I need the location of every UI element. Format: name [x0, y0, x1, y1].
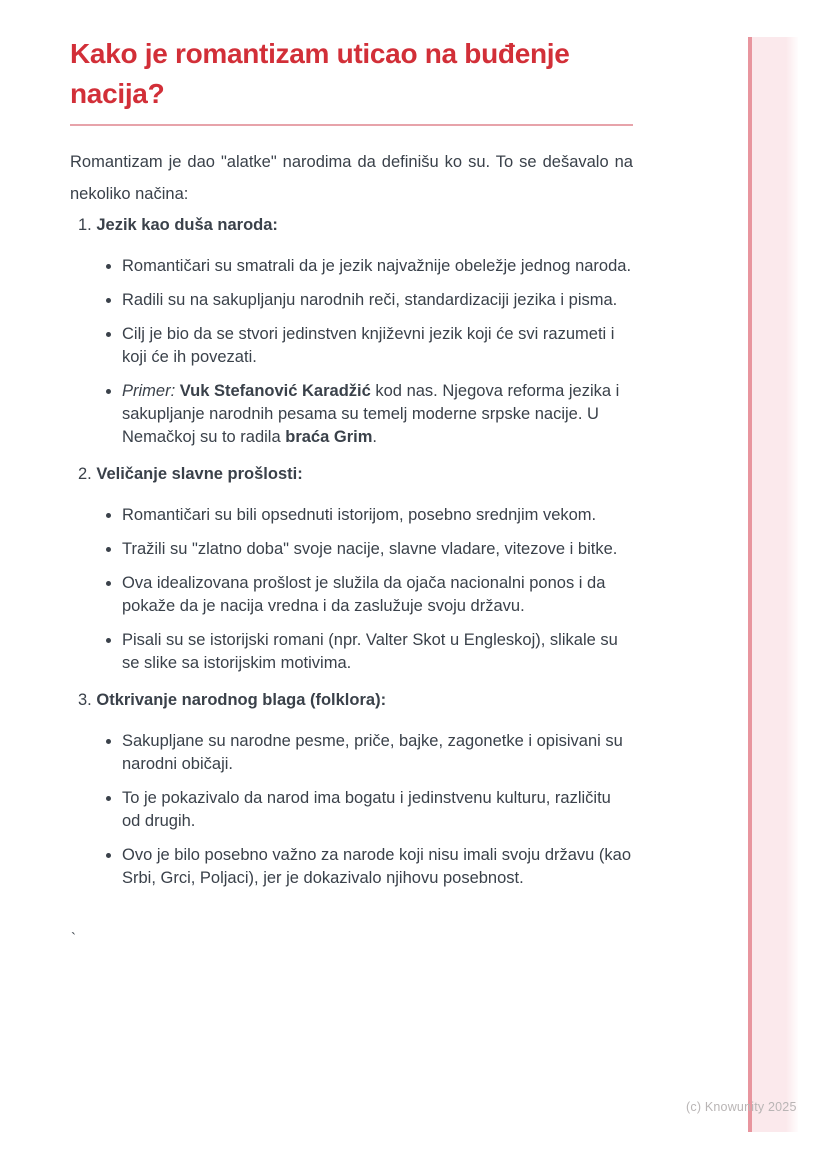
bullet-segment: Primer: [122, 382, 180, 400]
section-item [78, 214, 633, 449]
page-title: Kako je romantizam uticao na buđenje nacija? [70, 38, 570, 109]
document-body [70, 34, 633, 904]
list-item: • To je pokazivalo da narod ima bogatu i jedinstvenu kulturu, različitu od drugih. [122, 787, 633, 833]
bullet-segment: Vuk Stefanović Karadžić [179, 382, 371, 400]
section-heading-row [78, 214, 633, 237]
side-stripe [748, 37, 798, 1132]
section-heading: Otkrivanje narodnog blaga (folklora): [96, 691, 387, 709]
section-item [78, 463, 633, 675]
bullet-list [78, 504, 633, 675]
stray-backtick: ` [71, 930, 76, 947]
list-item: • Cilj je bio da se stvori jedinstven književni jezik koji će svi razumeti i koji će ih povezati. [122, 323, 633, 369]
list-item: • Pisali su se istorijski romani (npr. Valter Skot u Engleskoj), slikale su se slike sa istorijskim motivima. [122, 629, 633, 675]
list-item: • Radili su na sakupljanju narodnih reči, standardizaciji jezika i pisma. [122, 289, 633, 312]
bullet-segment: kod nas. Njegova reforma jezika i sakupljanje narodnih pesama su temelj moderne srpske nacije. U Nemačkoj su to radila [122, 382, 620, 446]
footer-credit: (c) Knowunity 2025 [686, 1100, 797, 1114]
title-rule [70, 124, 633, 126]
section-heading-row [78, 689, 633, 712]
bullet-list [78, 255, 633, 449]
list-item: • Ova idealizovana prošlost je služila da ojača nacionalni ponos i da pokaže da je nacija vredna i da zaslužuje svoju državu. [122, 572, 633, 618]
list-item: • Tražili su "zlatno doba" svoje nacije, slavne vladare, vitezove i bitke. [122, 538, 633, 561]
list-item: • Ovo je bilo posebno važno za narode koji nisu imali svoju državu (kao Srbi, Grci, Poljaci), jer je dokazivalo njihovu posebnost. [122, 844, 633, 890]
section-heading: Veličanje slavne prošlosti: [96, 465, 303, 483]
section-heading: Jezik kao duša naroda: [96, 216, 278, 234]
intro-paragraph: Romantizam je dao "alatke" narodima da definišu ko su. To se dešavalo na nekoliko načina: [70, 153, 633, 203]
list-item: • Sakupljane su narodne pesme, priče, bajke, zagonetke i opisivani su narodni običaji. [122, 730, 633, 776]
bullet-segment: braća Grim [285, 428, 373, 446]
section-number: 1. [78, 216, 92, 234]
list-item: • Romantičari su smatrali da je jezik najvažnije obeležje jednog naroda. [122, 255, 633, 278]
numbered-list [70, 214, 633, 890]
list-item: • Romantičari su bili opsednuti istorijom, posebno srednjim vekom. [122, 504, 633, 527]
section-item [78, 689, 633, 890]
section-number: 2. [78, 465, 92, 483]
section-heading-row [78, 463, 633, 486]
list-item [122, 380, 633, 449]
section-number: 3. [78, 691, 92, 709]
bullet-list [78, 730, 633, 890]
bullet-segment: . [372, 428, 377, 446]
